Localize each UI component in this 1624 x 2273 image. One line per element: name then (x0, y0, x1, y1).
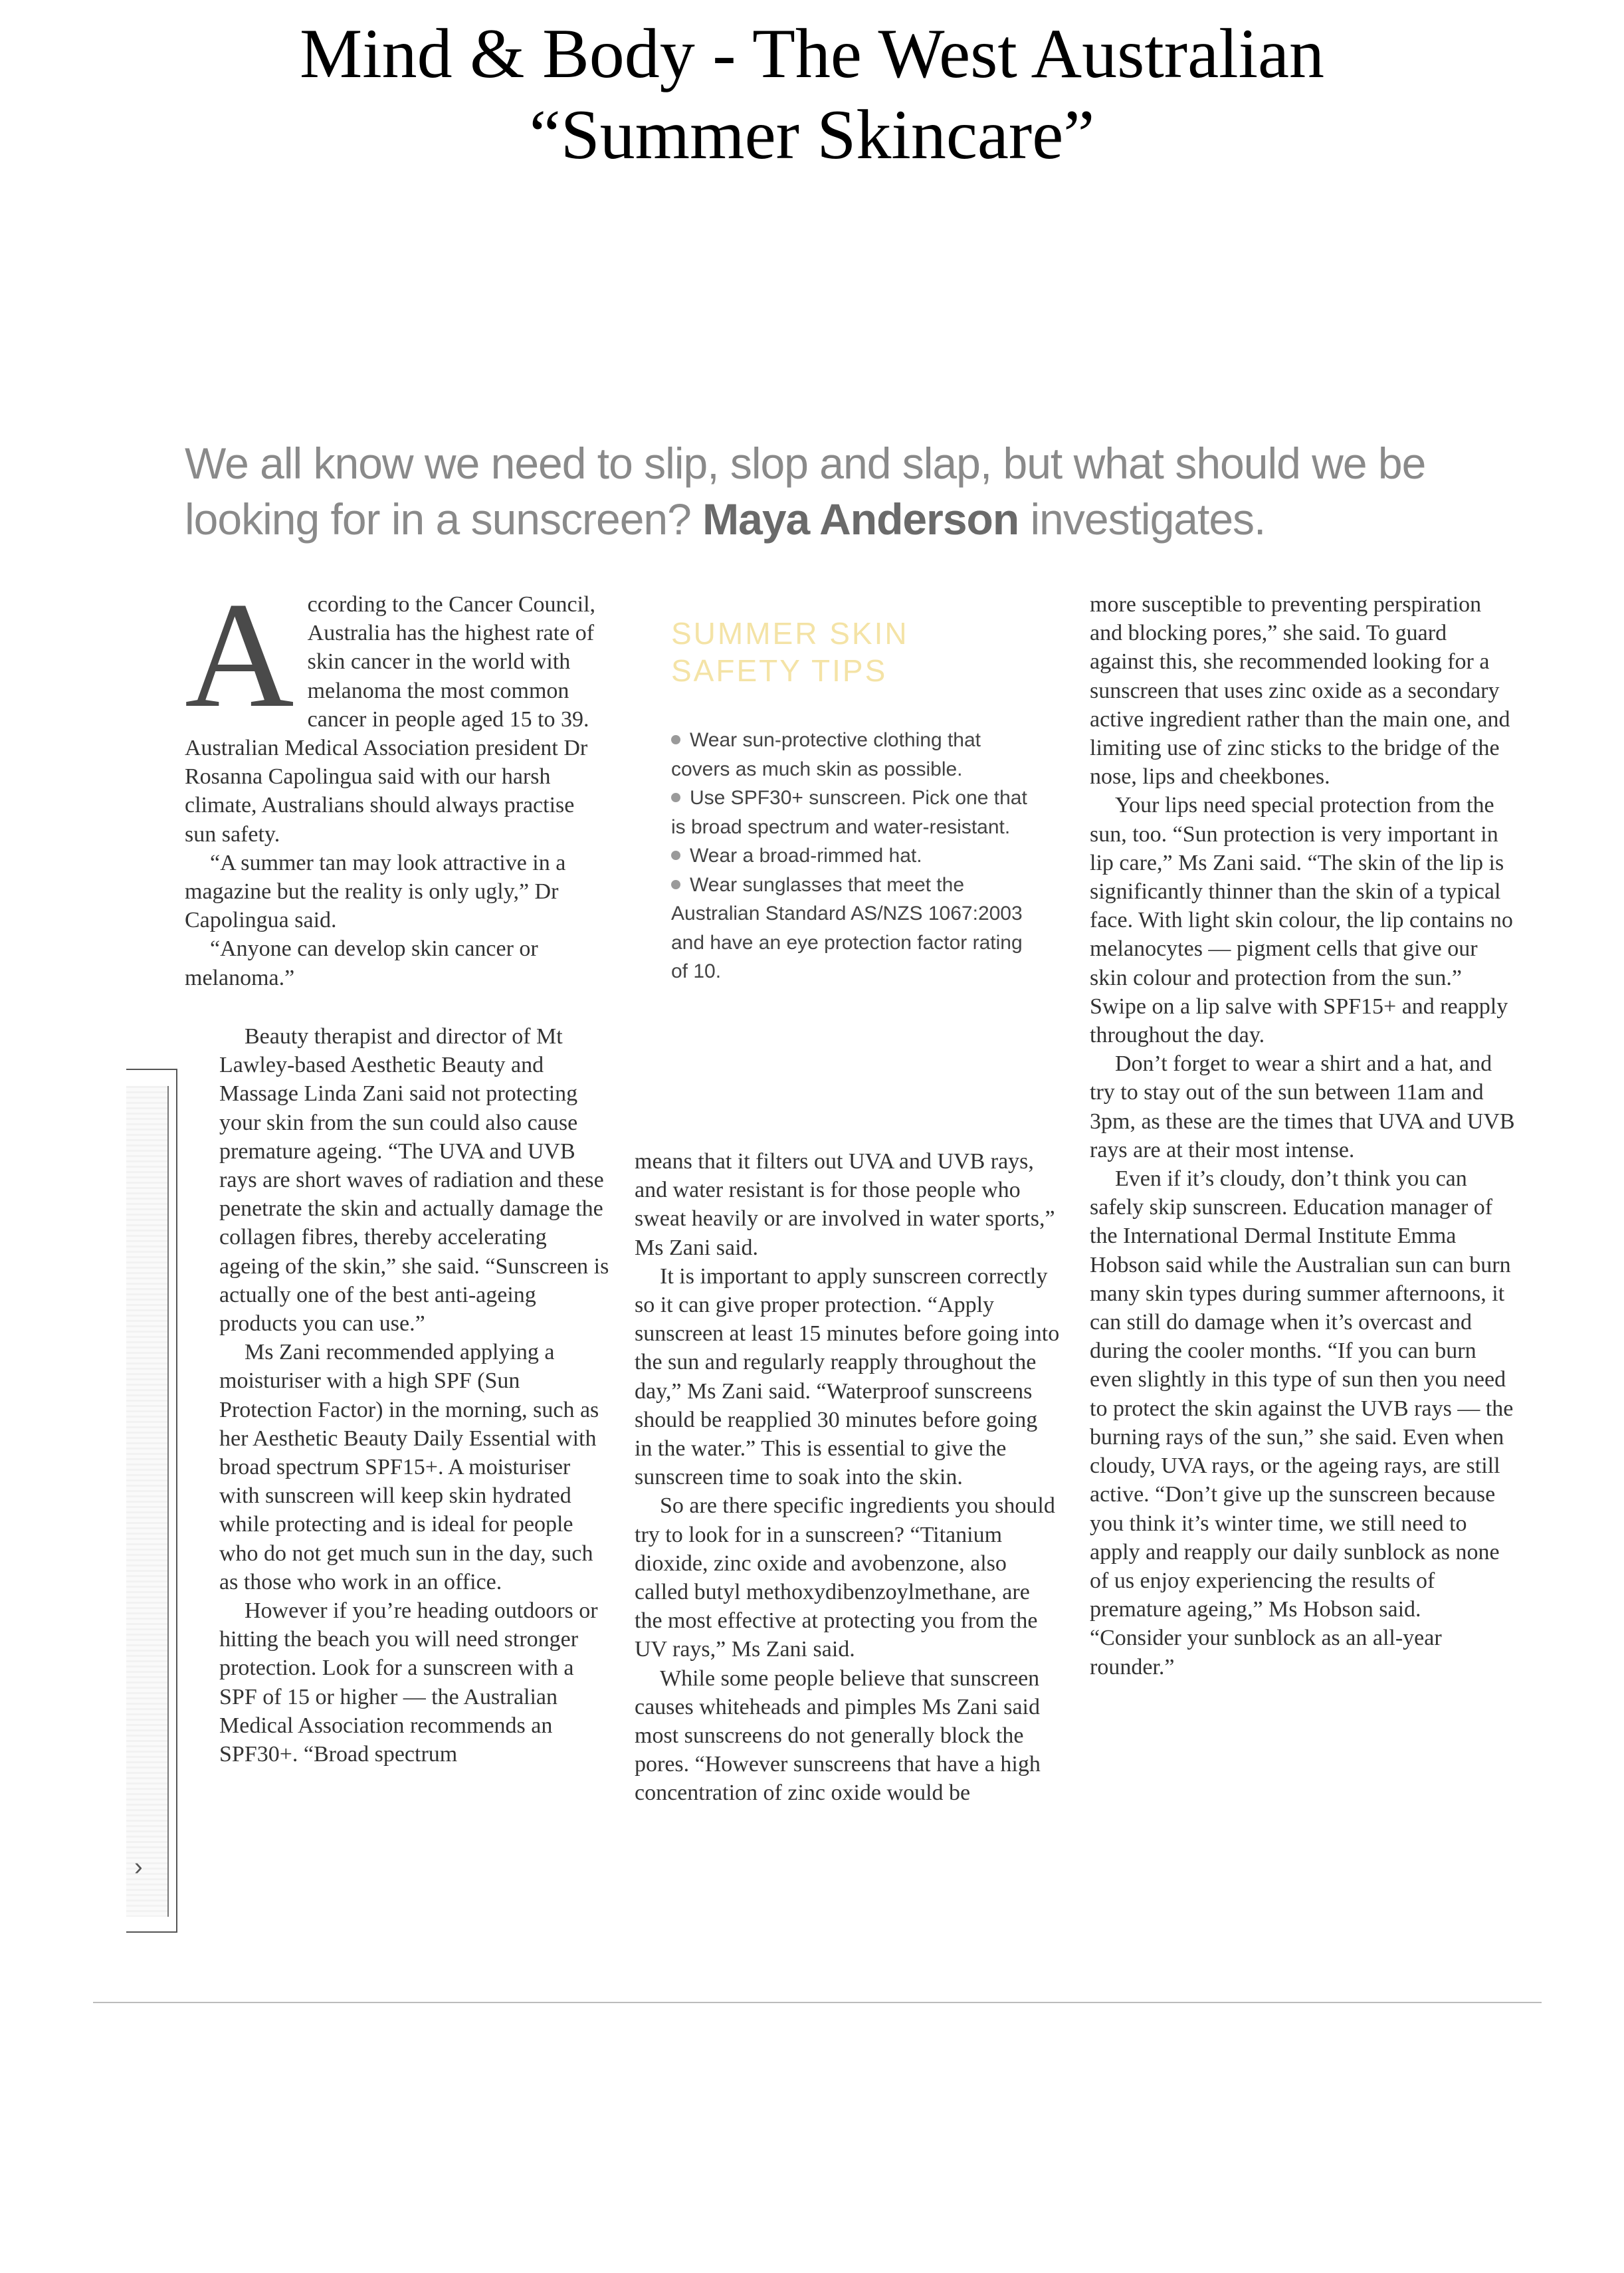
bullet-icon (671, 735, 680, 744)
article-paragraph: However if you’re heading outdoors or hitting the beach you will need stronger protection. Look for a sunscreen with a SPF of 15 or higher — the Australian Medical Association recommends an SPF30+. “Broad spectrum (219, 1598, 598, 1767)
title-line-1: Mind & Body - The West Australian (299, 15, 1325, 92)
list-item (671, 871, 1043, 986)
standfirst-tail: investigates. (1030, 494, 1266, 544)
safety-tips-box (671, 615, 1043, 986)
tip-text: Wear sunglasses that meet the Australian Standard AS/NZS 1067:2003 and have an eye protection factor rating of 10. (671, 873, 1023, 982)
article-paragraph: So are there specific ingredients you should try to look for in a sunscreen? “Titanium dioxide, zinc oxide and avobenzone, also called butyl methoxydibenzoylmethane, are the most effective at protecting you from the UV rays,” Ms Zani said. (635, 1493, 1055, 1662)
article-column-2 (635, 1147, 1060, 1808)
article-paragraph: Your lips need special protection from the sun, too. “Sun protection is very important in lip care,” Ms Zani said. “The skin of the lip is significantly thinner than the skin of a typical face. With light skin colour, the lip contains no melanocytes — pigment cells that give our skin colour and protection from the sun.” Swipe on a lip salve with SPF15+ and reapply throughout the day. (1090, 793, 1513, 1048)
drop-cap: A (185, 572, 294, 739)
article-paragraph: Even if it’s cloudy, don’t think you can safely skip sunscreen. Education manager of the International Dermal Institute Emma Hobson said while the Australian sun can burn many skin types during summer afternoons, it can still do damage when it’s overcast and during the cooler months. “If you can burn even slightly in this type of sun then you need to protect the skin against the UVB rays — the burning rays of the sun,” she said. Even when cloudy, UVA rays, or the ageing rays, are still active. “Don’t give up the sunscreen because you think it’s winter time, we still need to apply and reapply our daily sunblock as none of us enjoy experiencing the results of premature ageing,” Ms Hobson said. “Consider your sunblock as an all-year rounder.” (1090, 1166, 1514, 1679)
safety-tips-heading-line-2: SAFETY TIPS (671, 653, 888, 688)
frame-top-rule (126, 1069, 176, 1070)
article-paragraph: While some people believe that sunscreen causes whiteheads and pimples Ms Zani said most sunscreens do not generally block the pores. “However sunscreens that have a high concentration of zinc oxide would be (635, 1666, 1041, 1806)
tip-text: Use SPF30+ sunscreen. Pick one that is broad spectrum and water-resistant. (671, 787, 1027, 838)
bottom-divider (93, 2002, 1542, 2003)
article-column-3 (1090, 590, 1515, 1681)
article-paragraph: means that it filters out UVA and UVB rays, and water resistant is for those people who sweat heavily or are involved in water sports,” Ms Zani said. (635, 1149, 1055, 1260)
article-paragraph: more susceptible to preventing perspiration and blocking pores,” she said. To guard against this, she recommended looking for a sunscreen that uses zinc oxide as a secondary active ingredient rather than the main one, and limiting use of zinc sticks to the bridge of the nose, lips and cheekbones. (1090, 592, 1510, 790)
article-paragraph: Don’t forget to wear a shirt and a hat, and try to stay out of the sun between 11am and 3pm, as these are the times that UVA and UVB rays are at their most intense. (1090, 1051, 1515, 1162)
tip-text: Wear sun-protective clothing that covers as much skin as possible. (671, 729, 981, 780)
article-column-1-top (185, 572, 610, 992)
document-title (0, 13, 1624, 175)
list-item (671, 841, 1043, 871)
article-paragraph: Ms Zani recommended applying a moisturiser with a high SPF (Sun Protection Factor) in the morning, such as her Aesthetic Beauty Daily Essential with broad spectrum SPF15+. A moisturiser with sunscreen will keep skin hydrated while protecting and is ideal for people who do not get much sun in the day, such as those who work in an office. (219, 1340, 599, 1594)
standfirst (185, 435, 1474, 548)
standfirst-text: We all know we need to slip, slop and slap, but what should we be looking for in a sunscreen? (185, 439, 1426, 544)
bullet-icon (671, 793, 680, 802)
article-paragraph: “Anyone can develop skin cancer or melanoma.” (185, 936, 538, 990)
list-item (671, 726, 1043, 784)
safety-tips-list (671, 726, 1043, 986)
safety-tips-heading (671, 615, 1043, 689)
frame-panel (126, 1086, 169, 1917)
article-paragraph: “A summer tan may look attractive in a magazine but the reality is only ugly,” Dr Capolingua said. (185, 850, 566, 933)
list-item (671, 784, 1043, 841)
frame-bottom-rule (126, 1931, 176, 1933)
bullet-icon (671, 880, 680, 889)
tip-text: Wear a broad-rimmed hat. (690, 845, 922, 867)
article-paragraph: Beauty therapist and director of Mt Lawley-based Aesthetic Beauty and Massage Linda Zani said not protecting your skin from the sun could also cause premature ageing. “The UVA and UVB rays are short waves of radiation and these penetrate the skin and actually damage the collagen fibres, thereby accelerating ageing of the skin,” she said. “Sunscreen is actually one of the best anti-ageing products you can use.” (219, 1024, 609, 1337)
margin-frame (126, 1069, 177, 1933)
safety-tips-heading-line-1: SUMMER SKIN (671, 616, 909, 651)
article-paragraph: ccording to the Cancer Council, Australia has the highest rate of skin cancer in the world with melanoma the most common cancer in people aged 15 to 39. Australian Medical Association president Dr Rosanna Capolingua said with our harsh climate, Australians should always practise sun safety. (185, 592, 596, 847)
author-name: Maya Anderson (702, 494, 1019, 544)
title-line-2: “Summer Skincare” (529, 95, 1095, 173)
arrow-icon: › (134, 1853, 143, 1881)
bullet-icon (671, 851, 680, 860)
article-column-1-bottom (219, 1022, 611, 1769)
article-paragraph: It is important to apply sunscreen correctly so it can give proper protection. “Apply sunscreen at least 15 minutes before going into the sun and regularly reapply throughout the day,” Ms Zani said. “Waterproof sunscreens should be reapplied 30 minutes before going in the water.” This is essential to give the sunscreen time to soak into the skin. (635, 1263, 1060, 1490)
